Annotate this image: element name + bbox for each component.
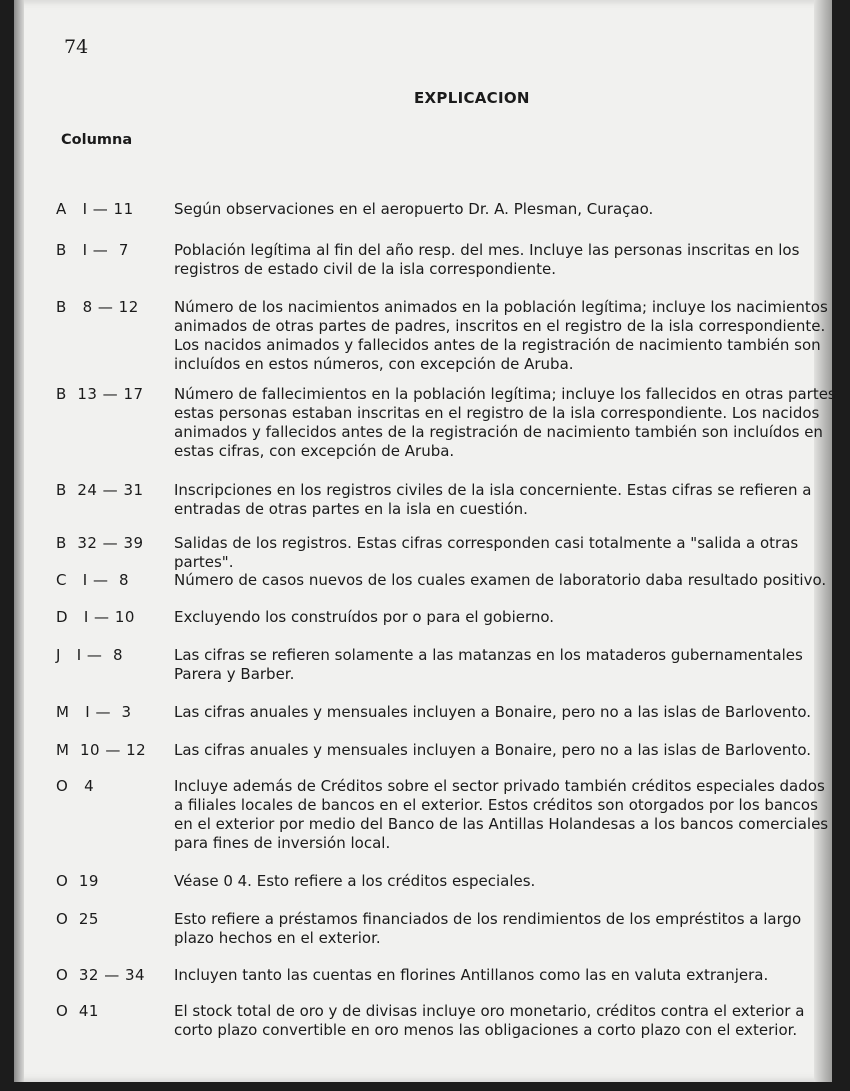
entry-code: D I — 10 <box>56 608 135 626</box>
entry-text: Las cifras anuales y mensuales incluyen a Bonaire, pero no a las islas de Barlovento. <box>174 703 812 721</box>
entry-text: Población legítima al fin del año resp. del mes. Incluye las personas inscritas en los registros de estado civil de la isla correspondiente. <box>174 241 800 278</box>
entry-text: Número de fallecimientos en la población legítima; incluye los fallecidos en otras partes estas personas estaban inscritas en el registro de la isla correspondiente. Los nacidos animados y fallecidos antes de la registración de nacimiento también son incluídos en estas cifras, con excepción de Aruba. <box>174 385 836 460</box>
entry-text: Esto refiere a préstamos financiados de los rendimientos de los empréstitos a largo plazo hechos en el exterior. <box>174 910 802 947</box>
entry-text: Número de casos nuevos de los cuales examen de laboratorio daba resultado positivo. <box>174 571 827 589</box>
entry-text: Excluyendo los construídos por o para el gobierno. <box>174 608 555 626</box>
entry-code: B 24 — 31 <box>56 481 144 499</box>
entry-text: Según observaciones en el aeropuerto Dr. A. Plesman, Curaçao. <box>174 200 654 218</box>
entry-code: A I — 11 <box>56 200 134 218</box>
entry-text: El stock total de oro y de divisas incluye oro monetario, créditos contra el exterior a corto plazo convertible en oro menos las obligaciones a corto plazo con el exterior. <box>174 1002 805 1039</box>
column-heading: Columna <box>61 132 133 148</box>
page-title: EXPLICACION <box>414 89 530 107</box>
entry-text: Véase 0 4. Esto refiere a los créditos especiales. <box>174 872 536 890</box>
entry-code: B I — 7 <box>56 241 129 259</box>
entry-code: B 13 — 17 <box>56 385 144 403</box>
entry-code: O 32 — 34 <box>56 966 146 984</box>
entry-text: Inscripciones en los registros civiles de la isla concerniente. Estas cifras se refieren a entradas de otras partes en la isla en cuestión. <box>174 481 812 518</box>
entry-text: Salidas de los registros. Estas cifras corresponden casi totalmente a "salida a otras partes". <box>174 534 799 571</box>
entry-text: Número de los nacimientos animados en la población legítima; incluye los nacimientos animados de otras partes de padres, inscritos en el registro de la isla correspondiente. Los nacidos animados y fallecidos antes de la registración de nacimiento también son incluídos en estos números, con excepción de Aruba. <box>174 298 828 373</box>
entry-code: O 19 <box>56 872 99 890</box>
entry-code: B 8 — 12 <box>56 298 139 316</box>
entry-code: O 25 <box>56 910 99 928</box>
entry-code: M I — 3 <box>56 703 132 721</box>
entry-text: Incluye además de Créditos sobre el sector privado también créditos especiales dados a filiales locales de bancos en el exterior. Estos créditos son otorgados por los bancos en el exterior por medio del Banco de las Antillas Holandesas a los bancos comerciales para fines de inversión local. <box>174 777 829 852</box>
document-page <box>14 0 836 1082</box>
entry-code: J I — 8 <box>56 646 123 664</box>
entry-code: O 41 <box>56 1002 99 1020</box>
entry-text: Las cifras se refieren solamente a las matanzas en los mataderos gubernamentales Parera y Barber. <box>174 646 803 683</box>
entry-code: O 4 <box>56 777 95 795</box>
entry-code: M 10 — 12 <box>56 741 147 759</box>
entry-text: Incluyen tanto las cuentas en florines Antillanos como las en valuta extranjera. <box>174 966 769 984</box>
book-spine-shadow <box>14 0 24 1082</box>
entry-code: B 32 — 39 <box>56 534 144 552</box>
entry-code: C I — 8 <box>56 571 130 589</box>
entry-text: Las cifras anuales y mensuales incluyen a Bonaire, pero no a las islas de Barlovento. <box>174 741 812 759</box>
page-number: 74 <box>64 36 89 58</box>
